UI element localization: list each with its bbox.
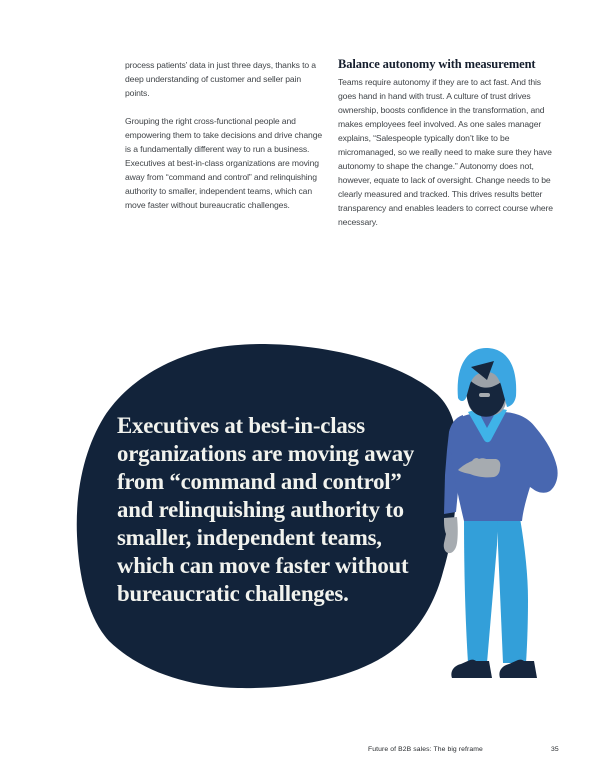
- body-paragraph: Grouping the right cross-functional people and empowering them to take decisions and drive change is a fundamentally different way to run a business. Executives at best-in-class organizations are moving away from “command and control” and relinquishing authority to smaller, independent teams, which can move faster without bureaucratic challenges.: [125, 116, 323, 210]
- person-lips: [479, 393, 490, 397]
- pull-quote: [117, 412, 414, 608]
- pull-quote-line: smaller, independent teams,: [117, 525, 382, 550]
- footer-page-number: 35: [551, 746, 559, 753]
- person-hand-hanging: [444, 517, 458, 553]
- pull-quote-line: Executives at best-in-class: [117, 413, 365, 438]
- person-pants-right-leg: [497, 518, 528, 663]
- body-paragraph: process patients’ data in just three days, thanks to a deep understanding of customer and seller pain points.: [125, 60, 316, 98]
- body-paragraph: Teams require autonomy if they are to act fast. And this goes hand in hand with trust. A culture of trust drives ownership, boosts confidence in the transformation, and makes employees feel involved. As one sales manager explains, “Salespeople typically don’t like to be micromanaged, so we really need to make sure they have autonomy to shape the change.” Autonomy does not, however, equate to lack of oversight. Change needs to be clearly measured and tracked. This drives results better transparency and enables leaders to correct course where necessary.: [338, 77, 553, 227]
- pull-quote-line: and relinquishing authority to: [117, 497, 404, 522]
- pull-quote-line: organizations are moving away: [117, 441, 415, 466]
- pull-quote-line: which can move faster without: [117, 553, 409, 578]
- footer-title: Future of B2B sales: The big reframe: [368, 746, 483, 753]
- person-pants-left-leg: [464, 518, 498, 663]
- section-heading: Balance autonomy with measurement: [338, 57, 536, 71]
- pull-quote-line: from “command and control”: [117, 469, 402, 494]
- person-shoe-left: [451, 660, 492, 678]
- pull-quote-line: bureaucratic challenges.: [117, 581, 349, 606]
